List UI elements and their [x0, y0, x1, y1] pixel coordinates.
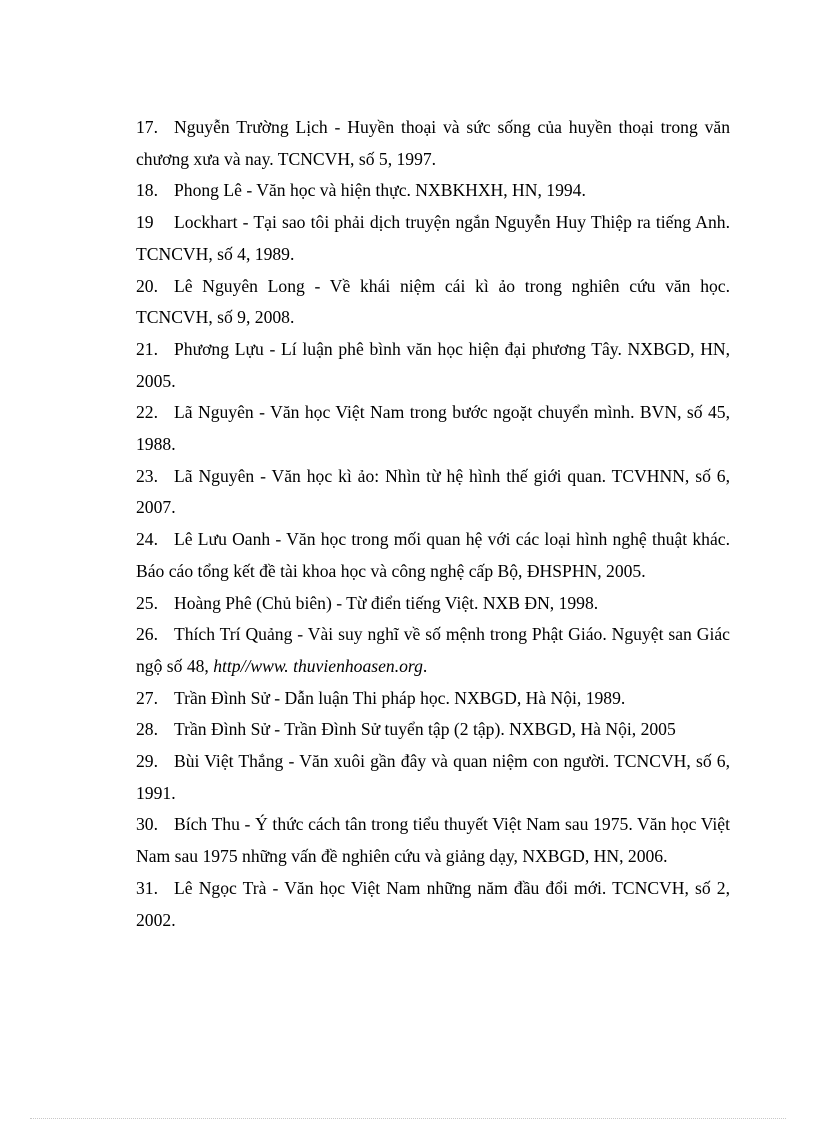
reference-item — [136, 809, 730, 872]
reference-text: Hoàng Phê (Chủ biên) - Từ điển tiếng Việt. NXB ĐN, 1998. — [174, 592, 599, 613]
reference-item — [136, 873, 730, 936]
reference-text: Lockhart - Tại sao tôi phải dịch truyện ngắn Nguyễn Huy Thiệp ra tiếng Anh. TCNCVH, số 4, 1989. — [136, 212, 730, 264]
reference-text: Phương Lựu - Lí luận phê bình văn học hiện đại phương Tây. NXBGD, HN, 2005. — [136, 338, 730, 391]
page-bottom-divider — [30, 1118, 786, 1119]
reference-number: 27. — [136, 687, 158, 708]
reference-number: 28. — [136, 719, 158, 740]
reference-item — [136, 207, 730, 270]
reference-number: 22. — [136, 402, 158, 423]
reference-item — [136, 714, 730, 746]
reference-item — [136, 112, 730, 175]
document-page — [136, 112, 730, 936]
reference-number: 24. — [136, 529, 158, 550]
reference-text: Trần Đình Sử - Trần Đình Sử tuyển tập (2 tập). NXBGD, Hà Nội, 2005 — [174, 719, 676, 740]
reference-number: 21. — [136, 338, 158, 359]
reference-number: 17. — [136, 117, 158, 137]
reference-item — [136, 397, 730, 460]
reference-item — [136, 461, 730, 524]
reference-list — [136, 112, 730, 936]
reference-text: Thích Trí Quảng - Vài suy nghĩ về số mệnh trong Phật Giáo. Nguyệt san Giác ngộ số 48, — [136, 624, 730, 676]
reference-text: Bùi Việt Thắng - Văn xuôi gần đây và quan niệm con người. TCNCVH, số 6, 1991. — [136, 751, 730, 803]
reference-number: 20. — [136, 275, 158, 296]
reference-text: Lã Nguyên - Văn học Việt Nam trong bước ngoặt chuyển mình. BVN, số 45, 1988. — [136, 402, 730, 455]
reference-text: Bích Thu - Ý thức cách tân trong tiểu thuyết Việt Nam sau 1975. Văn học Việt Nam sau 1975 những vấn đề nghiên cứu và giảng dạy, NXBGD, HN, 2006. — [136, 814, 730, 867]
reference-number: 23. — [136, 465, 158, 486]
reference-item — [136, 175, 730, 207]
reference-number: 26. — [136, 624, 158, 645]
reference-number: 18. — [136, 180, 158, 201]
reference-url-link[interactable]: http//www. thuvienhoasen.org — [213, 655, 423, 676]
reference-item — [136, 746, 730, 809]
reference-item — [136, 619, 730, 682]
reference-number: 19 — [136, 212, 154, 233]
reference-item — [136, 683, 730, 715]
reference-text: Lê Lưu Oanh - Văn học trong mối quan hệ với các loại hình nghệ thuật khác. Báo cáo tổng kết đề tài khoa học và công nghệ cấp Bộ, ĐHSPHN, 2005. — [136, 529, 730, 581]
reference-text: Lã Nguyên - Văn học kì ảo: Nhìn từ hệ hình thế giới quan. TCVHNN, số 6, 2007. — [136, 465, 730, 518]
reference-text: Lê Ngọc Trà - Văn học Việt Nam những năm đầu đổi mới. TCNCVH, số 2, 2002. — [136, 877, 730, 930]
reference-number: 29. — [136, 751, 158, 772]
reference-item — [136, 588, 730, 620]
reference-text: Nguyễn Trường Lịch - Huyền thoại và sức sống của huyền thoại trong văn chương xưa và nay. TCNCVH, số 5, 1997. — [136, 117, 730, 169]
reference-text: Lê Nguyên Long - Về khái niệm cái kì ảo trong nghiên cứu văn học. TCNCVH, số 9, 2008. — [136, 275, 730, 328]
reference-text-end: . — [422, 655, 428, 676]
reference-item — [136, 334, 730, 397]
reference-item — [136, 524, 730, 587]
reference-number: 30. — [136, 814, 158, 835]
reference-number: 31. — [136, 877, 158, 898]
reference-text: Phong Lê - Văn học và hiện thực. NXBKHXH, HN, 1994. — [174, 180, 586, 201]
reference-text: Trần Đình Sử - Dẫn luận Thi pháp học. NXBGD, Hà Nội, 1989. — [174, 687, 626, 708]
reference-number: 25. — [136, 592, 158, 613]
reference-item — [136, 271, 730, 334]
